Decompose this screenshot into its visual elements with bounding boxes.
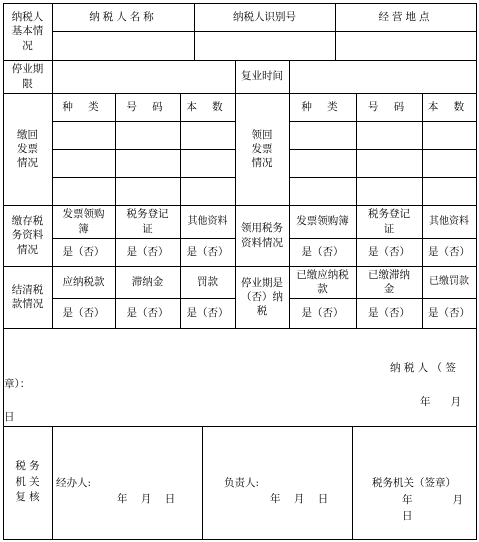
resume-time-label: 复业时间 <box>241 70 283 83</box>
signature-day: 日 <box>4 410 15 423</box>
line-inv-row2-r <box>289 177 476 178</box>
taxpayer-name-header: 纳税人名称 <box>89 10 157 23</box>
deposit-invoice-book-yesno[interactable]: 是（否） <box>62 245 105 258</box>
tax-authority-date: 年 月 <box>402 493 464 506</box>
business-location-field[interactable] <box>335 31 476 60</box>
deposit-tax-certificate: 税务登记 证 <box>126 208 169 235</box>
returned-col-count: 本 数 <box>186 100 229 113</box>
received-other-docs-yesno[interactable]: 是（否） <box>428 245 470 258</box>
settle-tax-payable: 应纳税款 <box>62 275 105 288</box>
tax-authority-day: 日 <box>402 509 413 522</box>
received-invoice-book-yesno[interactable]: 是（否） <box>301 245 344 258</box>
tax-authority-seal-label: 税务机关（签章） <box>372 476 456 489</box>
settlement-label: 结清税 款情况 <box>11 283 44 310</box>
line-inv-header <box>52 121 235 122</box>
deposit-other-docs: 其他资料 <box>187 215 228 227</box>
received-col-count: 本 数 <box>427 100 471 113</box>
taxpayer-name-field[interactable] <box>52 31 194 60</box>
supervisor-label: 负责人: <box>224 476 260 489</box>
taxed-during-suspension-label: 停业期是 （否）纳 税 <box>241 276 283 318</box>
line-settle-end <box>3 328 476 329</box>
settle-penalty: 罚款 <box>197 275 218 288</box>
received-col-type: 种 类 <box>301 100 344 113</box>
line-sign-end <box>3 426 476 427</box>
business-location-header: 经营地点 <box>378 10 433 23</box>
received-tax-certificate: 税务登记 证 <box>368 208 410 235</box>
signature-year-month: 年 月 <box>420 395 462 408</box>
deposit-other-docs-yesno[interactable]: 是（否） <box>186 245 229 258</box>
paid-tax-payable: 已缴应纳税 款 <box>296 268 349 295</box>
settle-late-fee: 滞纳金 <box>131 275 164 288</box>
line-inv-row2 <box>52 177 235 178</box>
border-right <box>476 3 477 540</box>
taxpayer-id-field[interactable] <box>194 31 335 60</box>
line-inv-header-r <box>289 121 476 122</box>
received-invoice-book: 发票领购簿 <box>296 215 349 228</box>
paid-penalty-yesno[interactable]: 是（否） <box>428 306 470 319</box>
received-tax-certificate-yesno[interactable]: 是（否） <box>368 245 410 258</box>
settle-tax-payable-yesno[interactable]: 是（否） <box>62 306 105 319</box>
review-section-label: 税 务 机 关 复 核 <box>15 459 40 504</box>
vline-review-label <box>52 426 53 539</box>
line-inv-row1 <box>52 149 235 150</box>
basic-section-label: 纳税人 基本情 况 <box>11 11 44 52</box>
deposit-invoice-book: 发票领购 簿 <box>62 208 105 235</box>
paid-tax-payable-yesno[interactable]: 是（否） <box>301 306 344 319</box>
border-bottom <box>3 539 476 540</box>
paid-late-fee: 已缴滞纳 金 <box>368 268 410 295</box>
line-inv-row1-r <box>289 149 476 150</box>
taxpayer-id-header: 纳税人识别号 <box>233 10 296 23</box>
supervisor-date: 年 月 日 <box>270 492 329 505</box>
taxpayer-signature-label: 纳 税 人 （ 签 <box>390 361 456 374</box>
vline-review-handler <box>202 426 203 539</box>
deposit-tax-certificate-yesno[interactable]: 是（否） <box>126 245 169 258</box>
settle-penalty-yesno[interactable]: 是（否） <box>186 306 229 319</box>
deposited-docs-label: 缴存税 务资料 情况 <box>11 215 44 256</box>
returned-col-type: 种 类 <box>62 100 105 113</box>
suspension-period-field[interactable] <box>52 60 235 93</box>
resume-time-field[interactable] <box>289 60 476 93</box>
paid-penalty: 已缴罚款 <box>429 276 469 288</box>
settle-late-fee-yesno[interactable]: 是（否） <box>126 306 169 319</box>
signature-chapter: 章）： <box>4 377 31 390</box>
received-invoices-label: 领回 发票 情况 <box>251 128 273 170</box>
handler-date: 年 月 日 <box>117 492 176 505</box>
returned-col-number: 号 码 <box>126 100 169 113</box>
received-other-docs: 其他资料 <box>429 215 469 227</box>
suspension-period-label: 停业期 限 <box>11 63 44 90</box>
received-docs-label: 领用税务 资料情况 <box>241 222 283 249</box>
handler-label: 经办人: <box>56 476 92 489</box>
paid-late-fee-yesno[interactable]: 是（否） <box>368 306 410 319</box>
vline-review-supervisor <box>352 426 353 539</box>
returned-invoices-label: 缴回 发票 情况 <box>17 128 38 170</box>
received-col-number: 号 码 <box>367 100 411 113</box>
